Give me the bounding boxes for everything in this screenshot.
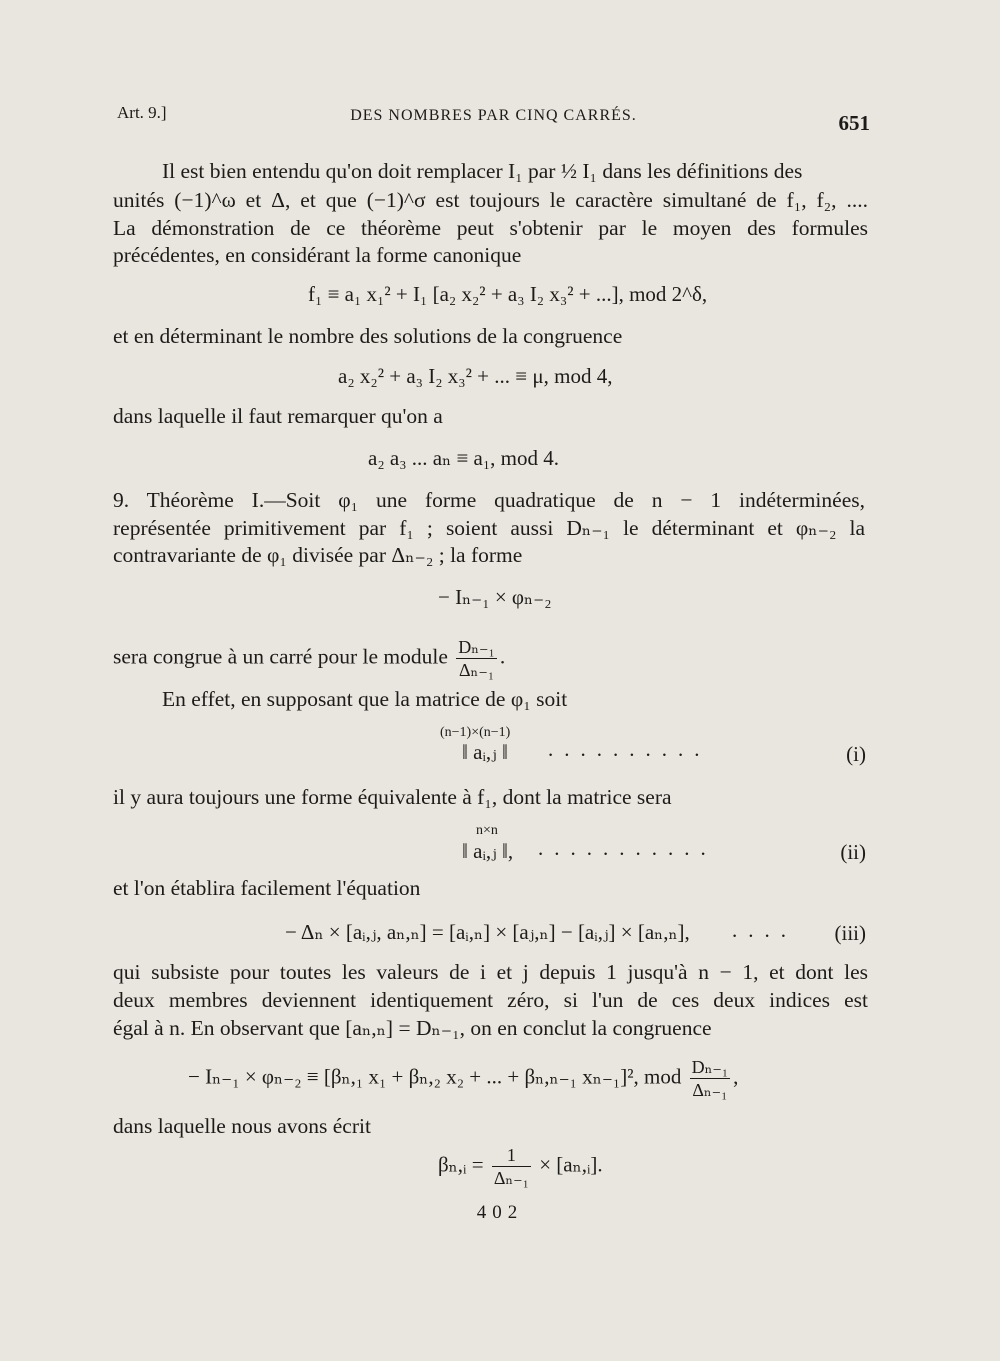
equation-product: a₂ a₃ ... aₙ ≡ a₁, mod 4. bbox=[368, 446, 560, 470]
equation-final-congruence bbox=[188, 1056, 738, 1101]
matrix-ii-dimension: n×n bbox=[476, 823, 498, 838]
text-remark: dans laquelle il faut remarquer qu'on a bbox=[113, 404, 443, 428]
para9-line2: deux membres deviennent identiquement zéro, si l'un de ces deux indices est bbox=[113, 988, 868, 1012]
footer-signature: 402 bbox=[476, 1202, 524, 1223]
para1-line4: précédentes, en considérant la forme canonique bbox=[113, 243, 522, 267]
running-title: DES NOMBRES PAR CINQ CARRÉS. bbox=[350, 107, 637, 124]
theorem-line2: représentée primitivement par f₁ ; soient aussi Dₙ₋₁ le déterminant et φₙ₋₂ la bbox=[113, 516, 865, 540]
para9-line1: qui subsiste pour toutes les valeurs de i et j depuis 1 jusqu'à n − 1, et dont les bbox=[113, 960, 868, 984]
text-congruence-intro: et en déterminant le nombre des solutions de la congruence bbox=[113, 324, 623, 348]
matrix-i: ‖ aᵢ,ⱼ ‖ bbox=[462, 740, 508, 764]
equation-tag-iii: (iii) bbox=[834, 921, 866, 945]
modulus-denominator: Δₙ₋₁ bbox=[458, 660, 495, 680]
equation-tag-ii: (ii) bbox=[840, 840, 866, 864]
final-congruence-numerator: Dₙ₋₁ bbox=[691, 1057, 729, 1077]
equation-form: − Iₙ₋₁ × φₙ₋₂ bbox=[438, 585, 552, 609]
modulus-fraction bbox=[456, 636, 497, 681]
equation-tag-i: (i) bbox=[846, 742, 866, 766]
equation-congruence-mod4: a₂ x₂² + a₃ I₂ x₃² + ... ≡ μ, mod 4, bbox=[338, 364, 613, 388]
text-square-modulus-label: sera congrue à un carré pour le module bbox=[113, 644, 448, 669]
equation-beta-definition bbox=[438, 1144, 603, 1189]
final-congruence-comma: , bbox=[733, 1064, 739, 1089]
equation-canonical-form: f₁ ≡ a₁ x₁² + I₁ [a₂ x₂² + a₃ I₂ x₃² + ...], mod 2^δ, bbox=[308, 282, 708, 306]
theorem-line3: contravariante de φ₁ divisée par Δₙ₋₂ ; la forme bbox=[113, 543, 523, 567]
para1-line2: unités (−1)^ω et Δ, et que (−1)^σ est toujours le caractère simultané de f₁, f₂, .... bbox=[113, 188, 868, 212]
text-matrix-intro: En effet, en supposant que la matrice de φ₁ soit bbox=[162, 687, 568, 711]
theorem-line1: 9. Théorème I.—Soit φ₁ une forme quadratique de n − 1 indéterminées, bbox=[113, 488, 865, 512]
modulus-numerator: Dₙ₋₁ bbox=[458, 637, 495, 657]
beta-lhs: βₙ,ᵢ = bbox=[438, 1152, 484, 1177]
equation-iii: − Δₙ × [aᵢ,ⱼ, aₙ,ₙ] = [aᵢ,ₙ] × [aⱼ,ₙ] − [aᵢ,ⱼ] × [aₙ,ₙ], bbox=[285, 920, 690, 944]
beta-rhs: × [aₙ,ᵢ]. bbox=[539, 1152, 603, 1177]
article-reference: Art. 9.] bbox=[117, 103, 167, 122]
text-equivalent-form: il y aura toujours une forme équivalente à f₁, dont la matrice sera bbox=[113, 785, 672, 809]
running-header bbox=[117, 103, 870, 133]
page-number: 651 bbox=[838, 111, 870, 135]
equation-iii-leader-dots: .... bbox=[732, 918, 797, 942]
final-congruence-body: − Iₙ₋₁ × φₙ₋₂ ≡ [βₙ,₁ x₁ + βₙ,₂ x₂ + ... + βₙ,ₙ₋₁ xₙ₋₁]², mod bbox=[188, 1064, 682, 1089]
text-equation-intro: et l'on établira facilement l'équation bbox=[113, 876, 421, 900]
matrix-ii-leader-dots: ........... bbox=[538, 836, 717, 860]
final-congruence-denominator: Δₙ₋₁ bbox=[692, 1080, 728, 1100]
modulus-period: . bbox=[499, 644, 506, 669]
beta-numerator: 1 bbox=[492, 1144, 531, 1167]
beta-fraction bbox=[492, 1144, 531, 1189]
para1-line1: Il est bien entendu qu'on doit remplacer I₁ par ½ I₁ dans les définitions des bbox=[162, 159, 803, 183]
matrix-ii: ‖ aᵢ,ⱼ ‖, bbox=[462, 839, 514, 863]
para9-line3: égal à n. En observant que [aₙ,ₙ] = Dₙ₋₁, on en conclut la congruence bbox=[113, 1016, 712, 1040]
matrix-i-leader-dots: .......... bbox=[548, 737, 711, 761]
matrix-i-dimension: (n−1)×(n−1) bbox=[440, 725, 511, 740]
para1-line3: La démonstration de ce théorème peut s'obtenir par le moyen des formules bbox=[113, 216, 868, 240]
beta-denominator: Δₙ₋₁ bbox=[493, 1168, 529, 1188]
text-definition-intro: dans laquelle nous avons écrit bbox=[113, 1114, 371, 1138]
text-square-modulus bbox=[113, 636, 505, 681]
final-congruence-fraction bbox=[690, 1056, 731, 1101]
